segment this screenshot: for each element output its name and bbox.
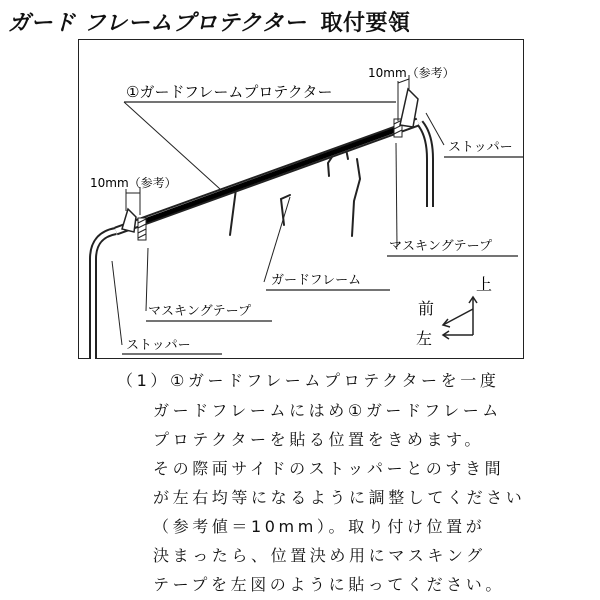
instruction-line: （参考値＝10mm）。取り付け位置が xyxy=(153,517,486,536)
label-guard-frame: ガードフレーム xyxy=(271,273,362,288)
rail-hook xyxy=(352,159,360,236)
label-dim-right: 10mm（参考） xyxy=(368,66,455,80)
instruction-line: その際両サイドのストッパーとのすき間 xyxy=(153,459,505,478)
instruction-line: （1）①ガードフレームプロテクターを一度 xyxy=(117,371,500,390)
label-tape-right: マスキングテープ xyxy=(389,239,492,254)
frame-left-leg xyxy=(93,231,116,359)
label-protector: ①ガードフレームプロテクター xyxy=(126,83,333,101)
rail-hook xyxy=(328,157,332,176)
masking-tape-left xyxy=(138,218,146,240)
rail-hooks xyxy=(230,143,360,236)
title-sub: 取付要領 xyxy=(320,11,411,36)
axis-front: 前 xyxy=(418,299,435,318)
diagram-svg xyxy=(78,39,524,359)
instruction-line: テープを左図のように貼ってください。 xyxy=(153,575,506,594)
instruction-line: ガードフレームにはめ①ガードフレーム xyxy=(153,401,502,420)
axis-up: 上 xyxy=(476,275,493,294)
label-dim-left: 10mm（参考） xyxy=(90,176,177,190)
instruction-line: プロテクターを貼る位置をきめます。 xyxy=(153,430,484,449)
instruction-line: が左右均等になるように調整してください xyxy=(153,488,526,507)
direction-indicator xyxy=(443,297,477,339)
axis-left: 左 xyxy=(416,329,433,348)
page-title xyxy=(8,6,410,37)
label-stopper-left: ストッパー xyxy=(126,338,191,353)
label-stopper-right: ストッパー xyxy=(448,140,513,155)
installation-diagram xyxy=(78,39,524,359)
stopper-left xyxy=(122,209,136,232)
title-main: ガード フレームプロテクター xyxy=(8,11,307,36)
label-tape-left: マスキングテープ xyxy=(148,304,251,319)
instruction-line: 決まったら、位置決め用にマスキング xyxy=(153,546,486,565)
